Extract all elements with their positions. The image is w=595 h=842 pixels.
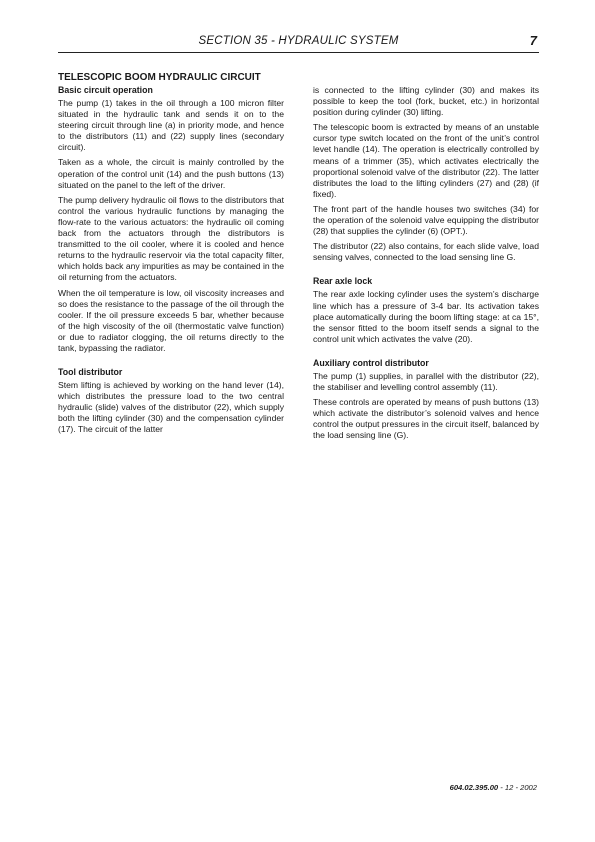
paragraph: The rear axle locking cylinder uses the system’s discharge line which has a pressure of 3-4 bar. Its activation takes place automatically during the boom lifting stage: at ca 15°, the sensor fitted to the boom itself sends a signal to the control unit which activates the valve (20). bbox=[313, 289, 539, 344]
main-heading: TELESCOPIC BOOM HYDRAULIC CIRCUIT bbox=[58, 72, 261, 83]
paragraph: These controls are operated by means of push buttons (13) which activate the distributor’s solenoid valves and hence control the output pressures in the circuit itself, balanced by the load sensing line (G). bbox=[313, 397, 539, 441]
paragraph: The pump (1) supplies, in parallel with the distributor (22), the stabiliser and levelling control assembly (11). bbox=[313, 370, 539, 392]
paragraph: The telescopic boom is extracted by means of an unstable cursor type switch located on the front of the unit’s control levet handle (14). The operation is electrically controlled by means of a trimmer (35), which activates electrically the proportional solenoid valve of the distributor (22). The latter distributes the load to the lifting cylinders (27) and (28) (if fixed). bbox=[313, 122, 539, 199]
document-date: - 12 - 2002 bbox=[498, 783, 537, 792]
document-code: 604.02.395.00 bbox=[449, 783, 499, 792]
right-column bbox=[313, 85, 539, 445]
page-number: 7 bbox=[529, 33, 537, 48]
paragraph: is connected to the lifting cylinder (30) and makes its possible to keep the tool (fork, bucket, etc.) in horizontal position during cylinder (30) lifting. bbox=[313, 85, 539, 118]
page-header bbox=[58, 34, 539, 53]
subheading-rear-axle-lock: Rear axle lock bbox=[313, 276, 373, 287]
paragraph: The front part of the handle houses two switches (34) for the operation of the solenoid valve equipping the distributor (28) that supplies the cylinder (6) (OPT.). bbox=[313, 203, 539, 237]
paragraph: The distributor (22) also contains, for each slide valve, load sensing valves, connected to the load sensing line G. bbox=[313, 241, 539, 263]
paragraph: Taken as a whole, the circuit is mainly controlled by the operation of the control unit (14) and the push buttons (13) situated on the panel to the left of the driver. bbox=[58, 157, 284, 190]
paragraph: The pump (1) takes in the oil through a 100 micron filter situated in the hydraulic tank and sends it on to the steering circuit through line (a) in priority mode, and hence to the distributors (11) and (22) supply lines (secondary circuit). bbox=[58, 98, 284, 153]
left-column bbox=[58, 72, 284, 440]
subheading-tool-distributor: Tool distributor bbox=[58, 367, 123, 378]
paragraph: Stem lifting is achieved by working on the hand lever (14), which distributes the pressure load to the two central hydraulic (slide) valves of the distributor (22), which supply both the lifting cylinder (30) and the compensation cylinder (17). The circuit of the latter bbox=[58, 380, 284, 435]
section-title: SECTION 35 - HYDRAULIC SYSTEM bbox=[198, 35, 399, 47]
subheading-auxiliary-distributor: Auxiliary control distributor bbox=[313, 357, 429, 368]
subheading-basic-circuit: Basic circuit operation bbox=[58, 85, 153, 95]
paragraph: When the oil temperature is low, oil viscosity increases and so does the resistance to the passage of the oil through the cooler. If the oil pressure exceeds 5 bar, whether because of the high viscosity of the oil (thermostatic valve function) or due to radiator clogging, the oil returns directly to the tank, bypassing the radiator. bbox=[58, 287, 284, 353]
page-footer bbox=[450, 783, 537, 792]
paragraph: The pump delivery hydraulic oil flows to the distributors that control the various hydraulic functions by managing the flow-rate to the various actuators: the hydraulic oil coming back from the actuators through the distributors is transmitted to the oil cooler, where it is cooled and hence returns to the hydraulic reservoir via the total capacity filter, which holds back any impurities as may be contained in the oil returning from the actuators. bbox=[58, 194, 284, 283]
